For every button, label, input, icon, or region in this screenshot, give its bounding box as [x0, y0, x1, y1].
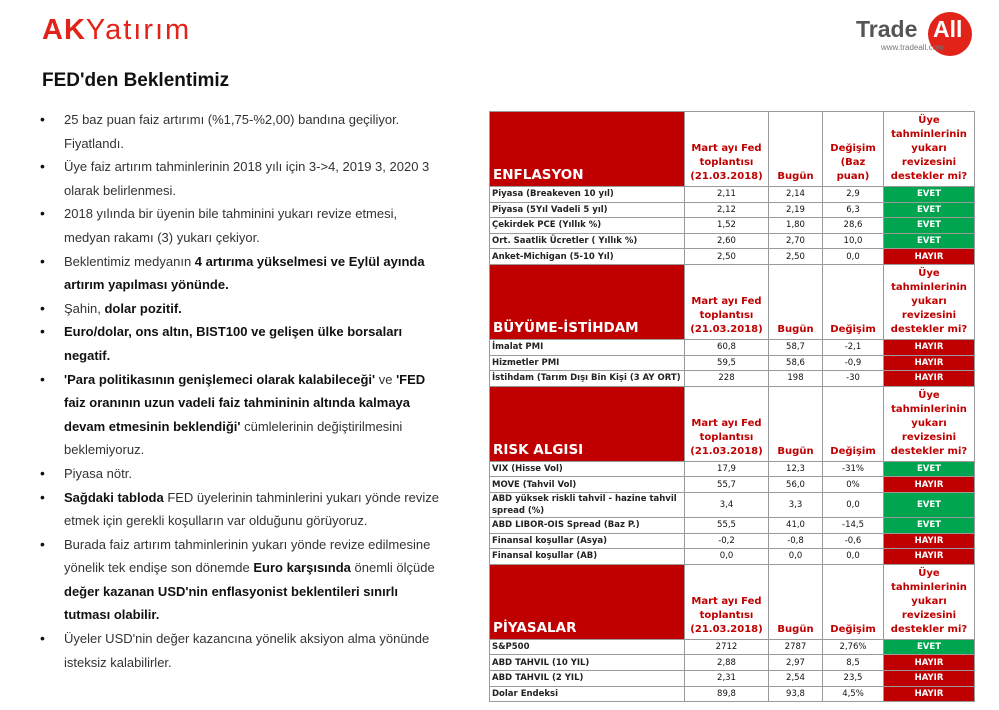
fed-meeting-value: 55,7	[685, 477, 769, 493]
bullet-item: • Sağdaki tabloda FED üyelerinin tahminlerini yukarı yönde revize etmek için gerekli koşulların var olduğunu görüyoruz.	[40, 486, 440, 533]
fed-meeting-value: 89,8	[685, 686, 769, 702]
fed-meeting-value: 17,9	[685, 461, 769, 477]
indicator-name: Anket-Michigan (5-10 Yıl)	[490, 249, 685, 265]
table-row	[490, 492, 975, 517]
col-header-fed-meeting: Mart ayı Fed toplantısı (21.03.2018)	[685, 112, 769, 187]
fed-meeting-value: 2712	[685, 639, 769, 655]
support-badge: HAYIR	[884, 655, 975, 671]
today-value: 58,7	[769, 339, 823, 355]
fed-meeting-value: 55,5	[685, 517, 769, 533]
col-header-members: Üye tahminlerinin yukarı revizesini destekler mi?	[884, 112, 975, 187]
indicator-name: Finansal koşullar (Asya)	[490, 533, 685, 549]
today-value: 1,80	[769, 218, 823, 234]
indicator-table	[489, 111, 975, 702]
today-value: -0,8	[769, 533, 823, 549]
change-value: 23,5	[823, 670, 884, 686]
table-row	[490, 533, 975, 549]
today-value: 41,0	[769, 517, 823, 533]
indicator-name: ABD TAHVIL (2 YIL)	[490, 670, 685, 686]
change-value: -14,5	[823, 517, 884, 533]
section-title: ENFLASYON	[490, 112, 685, 187]
col-header-members: Üye tahminlerinin yukarı revizesini destekler mi?	[884, 386, 975, 461]
indicator-name: MOVE (Tahvil Vol)	[490, 477, 685, 493]
change-value: 8,5	[823, 655, 884, 671]
change-value: 0,0	[823, 492, 884, 517]
page-title: FED'den Beklentimiz	[42, 70, 230, 91]
today-value: 56,0	[769, 477, 823, 493]
indicator-name: S&P500	[490, 639, 685, 655]
col-header-members: Üye tahminlerinin yukarı revizesini destekler mi?	[884, 264, 975, 339]
change-value: -0,6	[823, 533, 884, 549]
col-header-change: Değişim	[823, 386, 884, 461]
table-row	[490, 339, 975, 355]
col-header-fed-meeting: Mart ayı Fed toplantısı (21.03.2018)	[685, 386, 769, 461]
table-row	[490, 517, 975, 533]
fed-meeting-value: 59,5	[685, 355, 769, 371]
table-row	[490, 355, 975, 371]
col-header-fed-meeting: Mart ayı Fed toplantısı (21.03.2018)	[685, 264, 769, 339]
bullet-item: • Euro/dolar, ons altın, BIST100 ve gelişen ülke borsaları negatif.	[40, 320, 440, 367]
fed-meeting-value: -0,2	[685, 533, 769, 549]
table-row	[490, 233, 975, 249]
section-title: BÜYÜME-İSTİHDAM	[490, 264, 685, 339]
indicator-name: ABD yüksek riskli tahvil - hazine tahvil spread (%)	[490, 492, 685, 517]
section-header-row	[490, 386, 975, 461]
today-value: 2,50	[769, 249, 823, 265]
indicator-name: Dolar Endeksi	[490, 686, 685, 702]
support-badge: HAYIR	[884, 686, 975, 702]
today-value: 198	[769, 371, 823, 387]
support-badge: HAYIR	[884, 249, 975, 265]
bullet-item: • Şahin, dolar pozitif.	[40, 297, 440, 321]
change-value: -0,9	[823, 355, 884, 371]
fed-meeting-value: 2,88	[685, 655, 769, 671]
change-value: -31%	[823, 461, 884, 477]
table-row	[490, 686, 975, 702]
fed-meeting-value: 3,4	[685, 492, 769, 517]
support-badge: EVET	[884, 218, 975, 234]
support-badge: EVET	[884, 461, 975, 477]
table-row	[490, 187, 975, 203]
support-badge: HAYIR	[884, 533, 975, 549]
indicator-name: İstihdam (Tarım Dışı Bin Kişi (3 AY ORT)	[490, 371, 685, 387]
col-header-change: Değişim	[823, 264, 884, 339]
support-badge: EVET	[884, 492, 975, 517]
change-value: -30	[823, 371, 884, 387]
bullet-item: • Beklentimiz medyanın 4 artırıma yükselmesi ve Eylül ayında artırım yapılması yönünde.	[40, 250, 440, 297]
bullet-item: • 25 baz puan faiz artırımı (%1,75-%2,00) bandına geçiliyor. Fiyatlandı.	[40, 108, 440, 155]
today-value: 58,6	[769, 355, 823, 371]
table-row	[490, 461, 975, 477]
fed-meeting-value: 0,0	[685, 549, 769, 565]
table-row	[490, 639, 975, 655]
change-value: 2,76%	[823, 639, 884, 655]
indicator-name: İmalat PMI	[490, 339, 685, 355]
fed-meeting-value: 2,60	[685, 233, 769, 249]
col-header-today: Bugün	[769, 264, 823, 339]
bullet-item: • Üye faiz artırım tahminlerinin 2018 yılı için 3->4, 2019 3, 2020 3 olarak belirlenmesi.	[40, 155, 440, 202]
change-value: -2,1	[823, 339, 884, 355]
support-badge: EVET	[884, 517, 975, 533]
bullet-item: • Piyasa nötr.	[40, 462, 440, 486]
indicator-name: Ort. Saatlik Ücretler ( Yıllık %)	[490, 233, 685, 249]
support-badge: HAYIR	[884, 339, 975, 355]
today-value: 3,3	[769, 492, 823, 517]
table-row	[490, 371, 975, 387]
col-header-change: Değişim (Baz puan)	[823, 112, 884, 187]
col-header-today: Bugün	[769, 112, 823, 187]
support-badge: HAYIR	[884, 670, 975, 686]
change-value: 0,0	[823, 549, 884, 565]
table-row	[490, 670, 975, 686]
section-header-row	[490, 264, 975, 339]
bullet-item: • 'Para politikasının genişlemeci olarak kalabileceği' ve 'FED faiz oranının uzun vadeli faiz tahmininin altında kalmaya devam etmesinin beklendiği' cümlelerinin değiştirilmesini beklemiyoruz.	[40, 368, 440, 462]
indicator-name: Piyasa (5Yıl Vadeli 5 yıl)	[490, 202, 685, 218]
indicator-name: VIX (Hisse Vol)	[490, 461, 685, 477]
bullet-list	[40, 108, 440, 674]
tradeall-logo: Trade All www.tradeall.com	[856, 12, 976, 54]
support-badge: EVET	[884, 639, 975, 655]
section-title: RISK ALGISI	[490, 386, 685, 461]
fed-meeting-value: 60,8	[685, 339, 769, 355]
fed-meeting-value: 2,50	[685, 249, 769, 265]
today-value: 2,54	[769, 670, 823, 686]
col-header-change: Değişim	[823, 564, 884, 639]
col-header-fed-meeting: Mart ayı Fed toplantısı (21.03.2018)	[685, 564, 769, 639]
table-row	[490, 549, 975, 565]
fed-meeting-value: 1,52	[685, 218, 769, 234]
support-badge: EVET	[884, 187, 975, 203]
today-value: 93,8	[769, 686, 823, 702]
table-row	[490, 249, 975, 265]
change-value: 0%	[823, 477, 884, 493]
indicator-name: ABD LIBOR-OIS Spread (Baz P.)	[490, 517, 685, 533]
today-value: 2787	[769, 639, 823, 655]
table-row	[490, 218, 975, 234]
indicator-name: Hizmetler PMI	[490, 355, 685, 371]
bullet-item: • 2018 yılında bir üyenin bile tahminini yukarı revize etmesi, medyan rakamı (3) yukarı çekiyor.	[40, 202, 440, 249]
col-header-members: Üye tahminlerinin yukarı revizesini destekler mi?	[884, 564, 975, 639]
change-value: 10,0	[823, 233, 884, 249]
indicator-name: Finansal koşullar (AB)	[490, 549, 685, 565]
akyatirim-logo: AKYatırım	[42, 14, 192, 46]
change-value: 0,0	[823, 249, 884, 265]
bullet-item: • Burada faiz artırım tahminlerinin yukarı yönde revize edilmesine yönelik tek endişe son dönemde Euro karşısında önemli ölçüde değer kazanan USD'nin enflasyonist beklentileri sınırlı tutması olabilir.	[40, 533, 440, 627]
indicator-name: Piyasa (Breakeven 10 yıl)	[490, 187, 685, 203]
fed-meeting-value: 2,11	[685, 187, 769, 203]
section-title: PİYASALAR	[490, 564, 685, 639]
fed-meeting-value: 2,12	[685, 202, 769, 218]
table-row	[490, 477, 975, 493]
indicator-name: ABD TAHVIL (10 YIL)	[490, 655, 685, 671]
today-value: 2,97	[769, 655, 823, 671]
fed-meeting-value: 2,31	[685, 670, 769, 686]
table-row	[490, 202, 975, 218]
bullet-item: • Üyeler USD'nin değer kazancına yönelik aksiyon alma yönünde isteksiz kalabilirler.	[40, 627, 440, 674]
fed-meeting-value: 228	[685, 371, 769, 387]
table-row	[490, 655, 975, 671]
today-value: 2,70	[769, 233, 823, 249]
support-badge: HAYIR	[884, 371, 975, 387]
support-badge: EVET	[884, 202, 975, 218]
support-badge: EVET	[884, 233, 975, 249]
support-badge: HAYIR	[884, 549, 975, 565]
col-header-today: Bugün	[769, 564, 823, 639]
change-value: 6,3	[823, 202, 884, 218]
change-value: 4,5%	[823, 686, 884, 702]
section-header-row	[490, 112, 975, 187]
col-header-today: Bugün	[769, 386, 823, 461]
support-badge: HAYIR	[884, 477, 975, 493]
change-value: 2,9	[823, 187, 884, 203]
today-value: 2,14	[769, 187, 823, 203]
indicator-name: Çekirdek PCE (Yıllık %)	[490, 218, 685, 234]
today-value: 12,3	[769, 461, 823, 477]
today-value: 0,0	[769, 549, 823, 565]
today-value: 2,19	[769, 202, 823, 218]
support-badge: HAYIR	[884, 355, 975, 371]
change-value: 28,6	[823, 218, 884, 234]
section-header-row	[490, 564, 975, 639]
